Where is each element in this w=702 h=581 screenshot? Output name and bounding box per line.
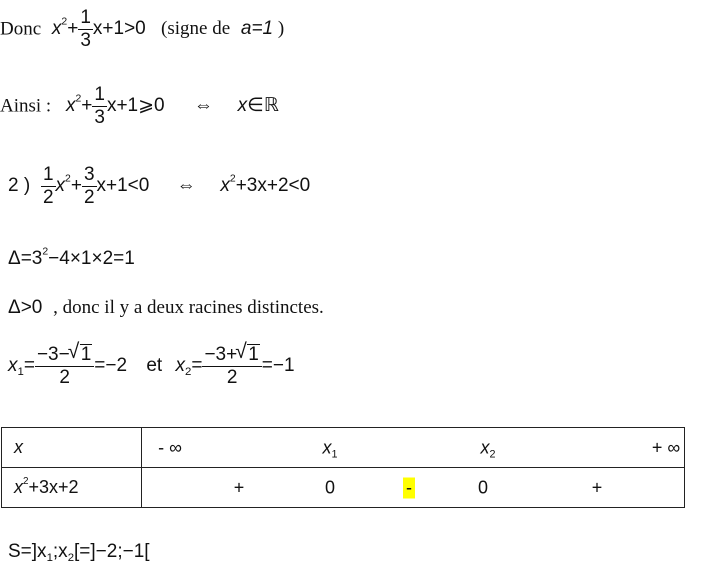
line-question-2: 2 ) $\frac{1}{2}$ $x^2+$ $\frac{3}{2}$ x+1<0 ⇔ $x^2+3x+2<0$ bbox=[8, 164, 311, 208]
root-x2-label: $x_2$ bbox=[480, 437, 496, 460]
solution-set: $S=]x_1;x_2[=]-2;-1$[ bbox=[8, 541, 150, 564]
table-row-header bbox=[2, 428, 685, 468]
sign-table bbox=[1, 427, 685, 508]
var-x: x bbox=[51, 18, 62, 40]
root-1-fraction: $\frac{-3-√ 1}{2}$ bbox=[35, 344, 94, 388]
minus-infinity: - ∞ bbox=[158, 437, 182, 457]
var-x: x bbox=[65, 95, 76, 117]
fraction-one-half: $\frac{1}{2}$ bbox=[42, 164, 54, 208]
sign-zero: 0 bbox=[477, 477, 489, 497]
word-ainsi: Ainsi : bbox=[0, 95, 52, 117]
plus-infinity: + ∞ bbox=[651, 437, 681, 457]
fraction-three-halves: $\frac{3}{2}$ bbox=[83, 164, 95, 208]
root-2-fraction: $\frac{-3+√ 1}{2}$ bbox=[202, 344, 261, 388]
inequality-tail: x+1>0 bbox=[92, 18, 146, 40]
sign-positive: + bbox=[233, 477, 245, 497]
fraction-one-third: $\frac{1}{3}$ bbox=[94, 84, 105, 128]
plus-sign: + bbox=[67, 18, 79, 40]
equivalence-symbol: ⇔ bbox=[176, 175, 196, 197]
question-number: 2 ) bbox=[8, 175, 31, 197]
line-discriminant: $\Delta=3^2-4\times 1\times 2=1$ bbox=[8, 246, 135, 269]
line-ainsi: Ainsi : $x^2+$ $\frac{1}{3}$ x+1⩾0 ⇔ x∈ℝ bbox=[0, 84, 279, 128]
line-donc bbox=[0, 8, 284, 51]
sqrt-symbol: √ 1 bbox=[237, 344, 260, 365]
sign-zero: 0 bbox=[324, 477, 336, 497]
table-row-label: $x^2+3x+2$ bbox=[2, 468, 142, 508]
line-delta-positive: Δ>0 , donc il y a deux racines distinctes. bbox=[8, 297, 324, 318]
word-donc: Donc bbox=[0, 18, 42, 40]
equivalence-symbol: ⇔ bbox=[193, 95, 213, 117]
table-header-x: x bbox=[2, 428, 142, 468]
line-roots: $x_1=$ $\frac{-3-√ 1}{2}$ =−2 et $x_2=$ $\frac{-3+√ 1}{2}$ =−1 bbox=[8, 344, 295, 388]
solution-set-real: x∈ℝ bbox=[237, 95, 279, 117]
exponent: 2 bbox=[61, 17, 68, 29]
sign-note: (signe de a=1 ) bbox=[161, 18, 285, 40]
sign-positive: + bbox=[591, 477, 603, 497]
table-row-sign bbox=[2, 468, 685, 508]
fraction-one-third: $\frac{1}{3}$ bbox=[80, 7, 91, 51]
root-x1-label: $x_1$ bbox=[322, 437, 338, 460]
sign-negative-highlighted: - bbox=[403, 477, 415, 498]
sqrt-symbol: √ 1 bbox=[70, 344, 93, 365]
